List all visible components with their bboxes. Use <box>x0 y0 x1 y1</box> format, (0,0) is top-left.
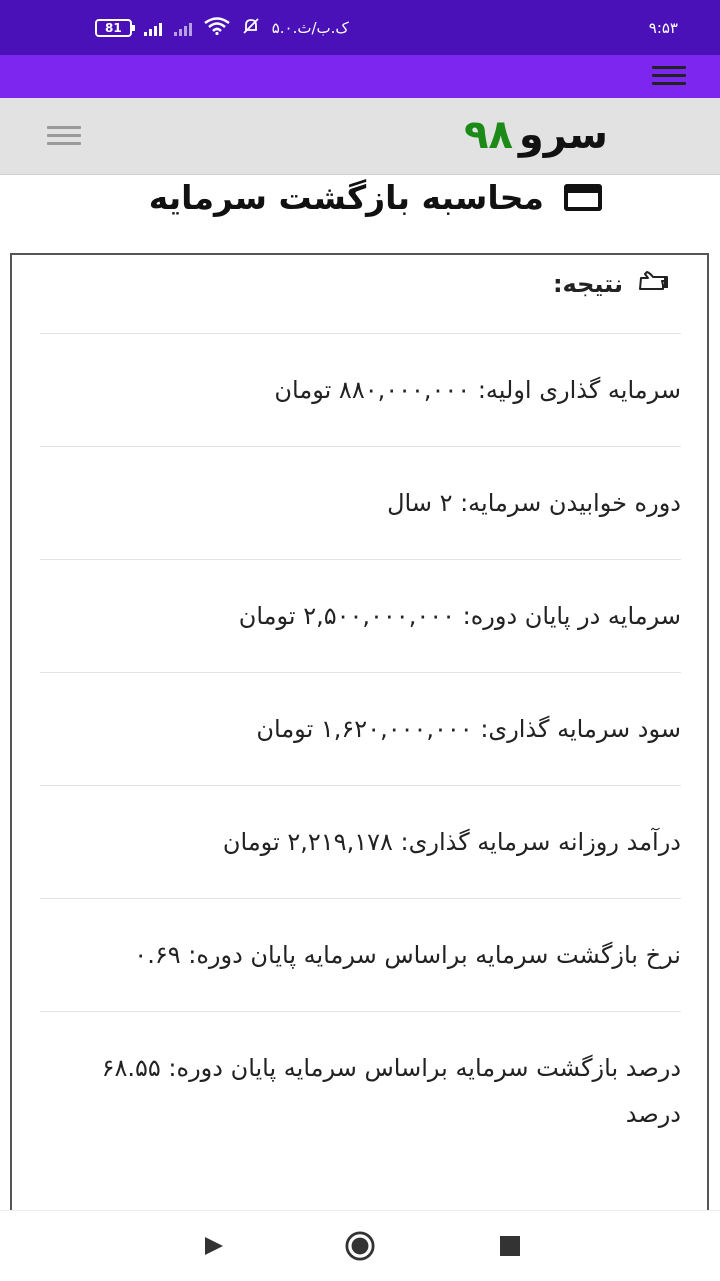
window-icon <box>564 184 602 211</box>
top-app-bar <box>0 55 720 98</box>
page-title-text: محاسبه بازگشت سرمایه <box>148 178 544 217</box>
signal-icon <box>144 20 162 36</box>
home-circle-icon[interactable] <box>345 1231 375 1261</box>
status-time: ۹:۵۳ <box>648 18 678 37</box>
result-row-return-rate: نرخ بازگشت سرمایه براساس سرمایه پایان دوره: ۰.۶۹ <box>40 898 681 1011</box>
result-row-daily-income: درآمد روزانه سرمایه گذاری: ۲,۲۱۹,۱۷۸ تومان <box>40 785 681 898</box>
site-header <box>0 98 720 175</box>
result-row-end-capital: سرمایه در پایان دوره: ۲,۵۰۰,۰۰۰,۰۰۰ تومان <box>40 559 681 672</box>
status-icons <box>95 17 349 39</box>
result-heading <box>553 269 669 299</box>
result-list <box>40 333 681 1170</box>
status-date: ۵.۰.ک.ب/ث <box>271 18 349 37</box>
signal-icon-2 <box>174 20 192 36</box>
battery-icon: 81 <box>95 19 132 37</box>
menu-icon[interactable] <box>652 66 686 88</box>
result-card <box>10 253 709 1243</box>
result-row-period: دوره خوابیدن سرمایه: ۲ سال <box>40 446 681 559</box>
result-row-return-percent: درصد بازگشت سرمایه براساس سرمایه پایان دوره: ۶۸.۵۵ درصد <box>40 1011 681 1170</box>
recents-square-icon[interactable] <box>495 1231 525 1261</box>
result-heading-text: نتیجه: <box>552 270 623 298</box>
site-menu-icon[interactable] <box>47 126 81 148</box>
result-row-profit: سود سرمایه گذاری: ۱,۶۲۰,۰۰۰,۰۰۰ تومان <box>40 672 681 785</box>
site-logo[interactable] <box>464 112 608 158</box>
system-nav-bar <box>0 1210 720 1281</box>
result-row-initial-investment: سرمایه گذاری اولیه: ۸۸۰,۰۰۰,۰۰۰ تومان <box>40 333 681 446</box>
status-bar <box>0 0 720 55</box>
back-triangle-icon[interactable] <box>199 1231 229 1261</box>
logo-word: سرو <box>518 112 608 158</box>
logo-number: ۹۸ <box>464 112 513 158</box>
wifi-icon <box>204 17 230 39</box>
mute-bell-icon <box>242 17 260 39</box>
page-title <box>149 178 602 217</box>
pointing-hand-icon <box>637 269 669 299</box>
